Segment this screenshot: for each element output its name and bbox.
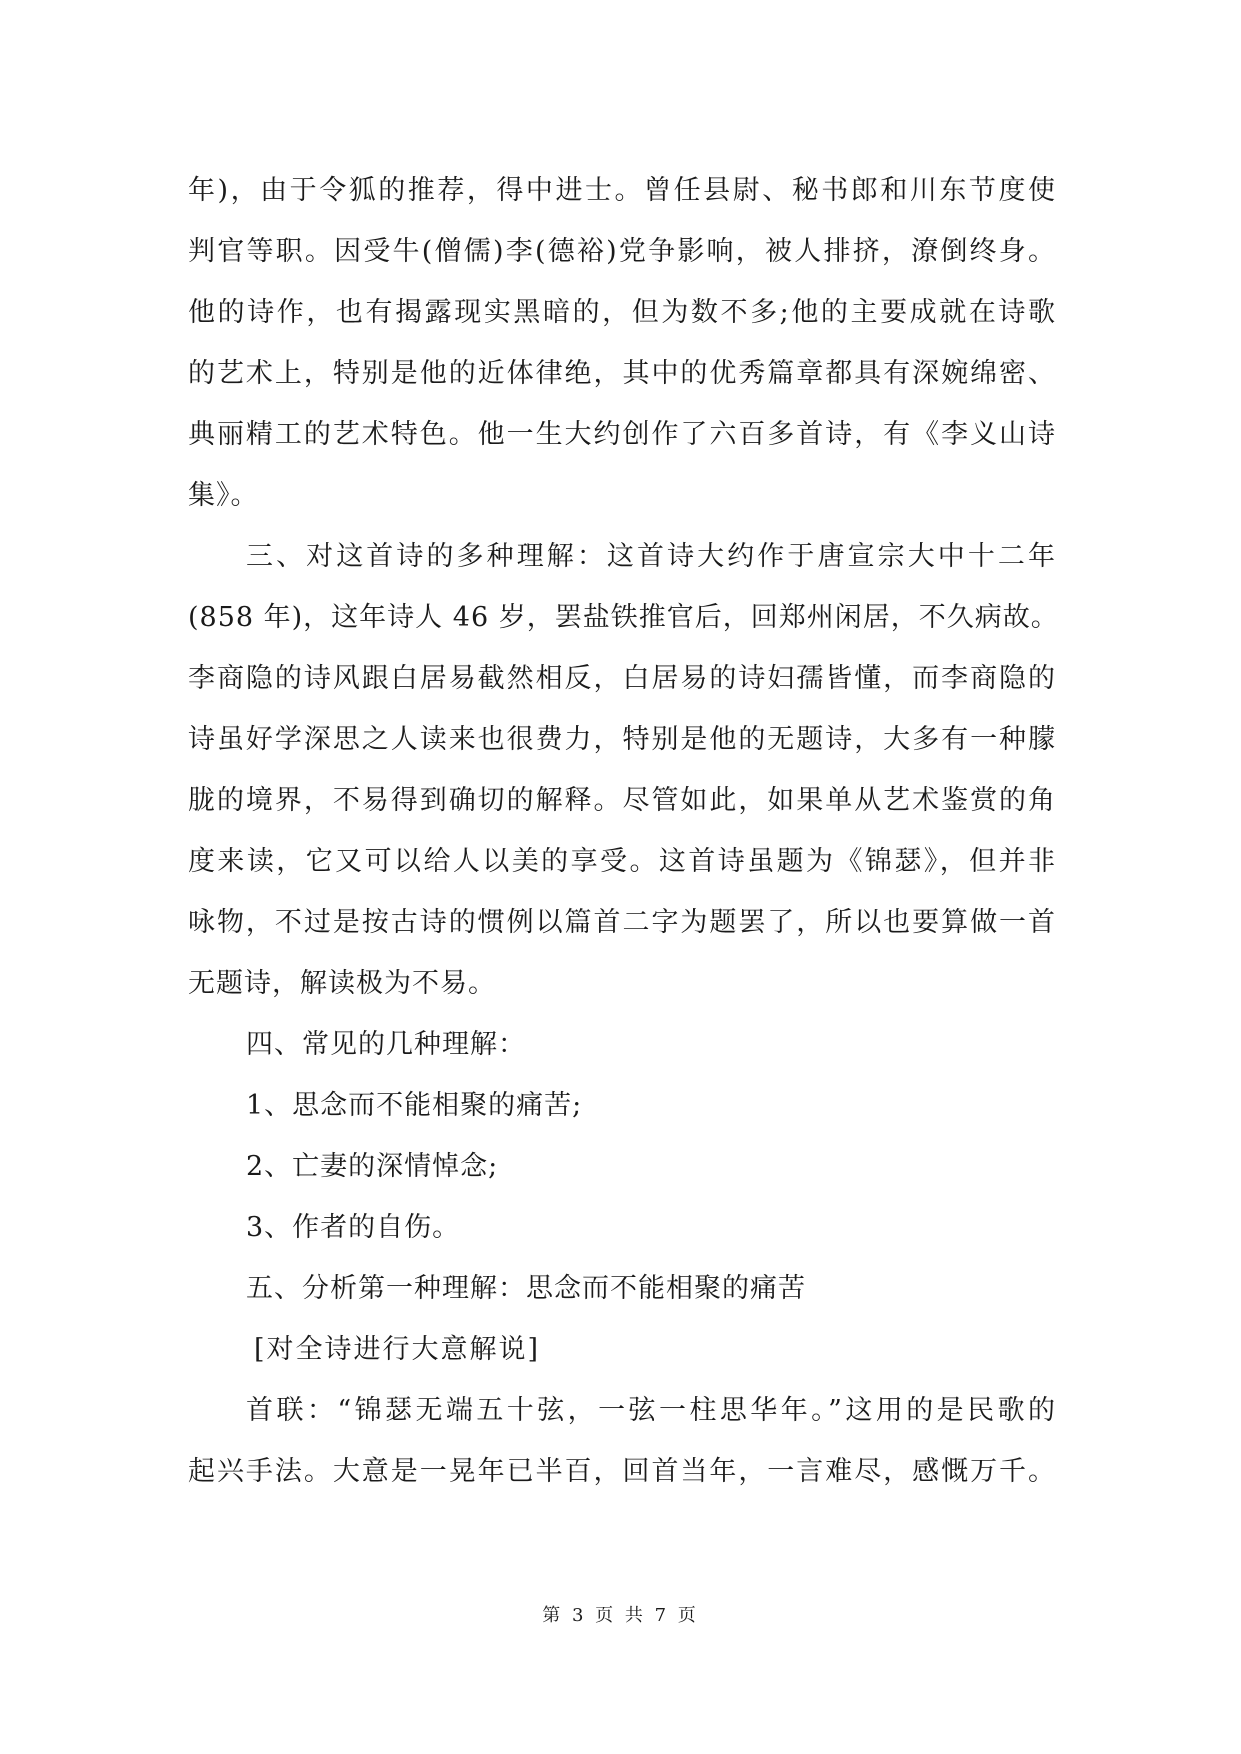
- paragraph-line: 他的诗作，也有揭露现实黑暗的，但为数不多;他的主要成就在诗歌: [188, 297, 1056, 328]
- paragraph-line: 诗虽好学深思之人读来也很费力，特别是他的无题诗，大多有一种朦: [188, 724, 1056, 755]
- bracket-note: [对全诗进行大意解说]: [254, 1334, 541, 1365]
- section-3-line: 三、对这首诗的多种理解：这首诗大约作于唐宣宗大中十二年: [246, 541, 1056, 572]
- paragraph-line: 集》。: [188, 480, 259, 511]
- paragraph-line: 年)，由于令狐的推荐，得中进士。曾任县尉、秘书郎和川东节度使: [188, 175, 1056, 206]
- body-text: [188, 160, 1059, 1502]
- paragraph-line: 李商隐的诗风跟白居易截然相反，白居易的诗妇孺皆懂，而李商隐的: [188, 663, 1056, 694]
- paragraph-line: 咏物，不过是按古诗的惯例以篇首二字为题罢了，所以也要算做一首: [188, 907, 1056, 938]
- list-item: 2、亡妻的深情悼念;: [246, 1151, 499, 1182]
- paragraph-line: 典丽精工的艺术特色。他一生大约创作了六百多首诗，有《李义山诗: [188, 419, 1056, 450]
- paragraph-line: (858 年)，这年诗人 46 岁，罢盐铁推官后，回郑州闲居，不久病故。: [188, 602, 1059, 633]
- paragraph-line: 首联：“锦瑟无端五十弦，一弦一柱思华年。”这用的是民歌的: [246, 1395, 1056, 1426]
- paragraph-line: 的艺术上，特别是他的近体律绝，其中的优秀篇章都具有深婉绵密、: [188, 358, 1056, 389]
- paragraph-line: 胧的境界，不易得到确切的解释。尽管如此，如果单从艺术鉴赏的角: [188, 785, 1056, 816]
- paragraph-line: 无题诗，解读极为不易。: [188, 968, 496, 999]
- paragraph-line: 判官等职。因受牛(僧儒)李(德裕)党争影响，被人排挤，潦倒终身。: [188, 236, 1056, 267]
- section-5-heading: 五、分析第一种理解：思念而不能相聚的痛苦: [246, 1273, 806, 1304]
- section-4-heading: 四、常见的几种理解：: [246, 1029, 526, 1060]
- paragraph-line: 起兴手法。大意是一晃年已半百，回首当年，一言难尽，感慨万千。: [188, 1456, 1056, 1487]
- list-item: 1、思念而不能相聚的痛苦;: [246, 1090, 583, 1121]
- list-item: 3、作者的自伤。: [246, 1212, 461, 1243]
- paragraph-line: 度来读，它又可以给人以美的享受。这首诗虽题为《锦瑟》，但并非: [188, 846, 1056, 877]
- page-footer: 第 3 页 共 7 页: [542, 1605, 699, 1626]
